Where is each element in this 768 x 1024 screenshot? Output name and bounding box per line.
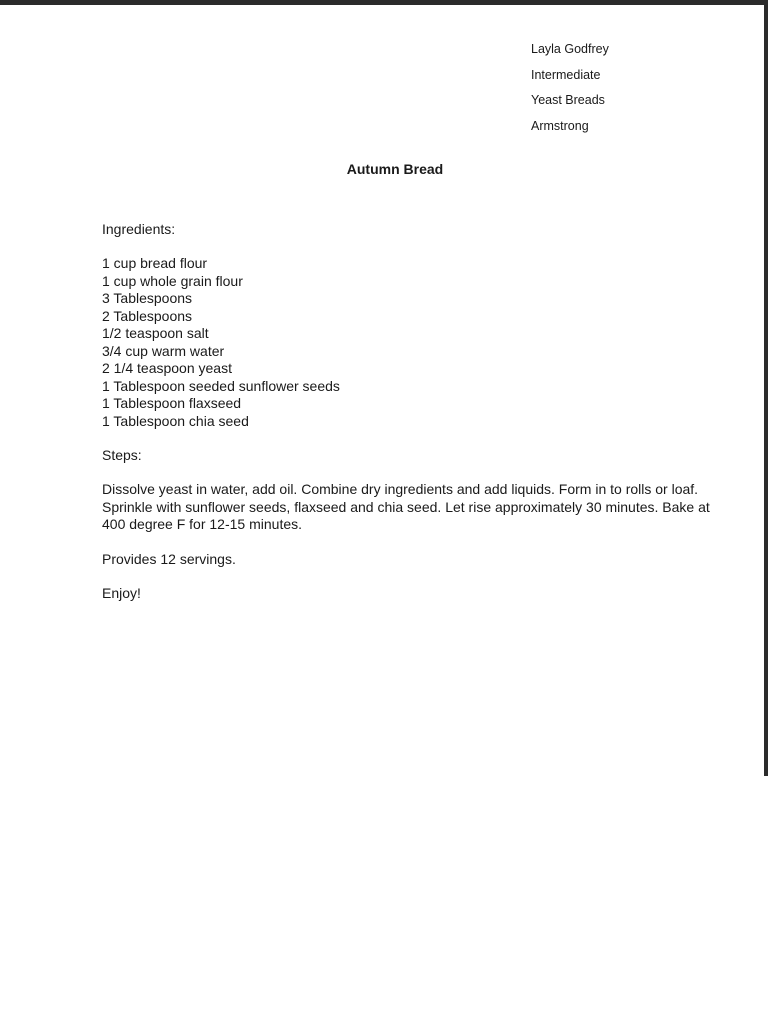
skill-level: Intermediate [531, 67, 601, 82]
ingredients-list [102, 255, 722, 430]
scan-top-edge [0, 0, 768, 5]
steps-paragraph: Dissolve yeast in water, add oil. Combine dry ingredients and add liquids. Form in to rolls or loaf. Sprinkle with sunflower seeds, flaxseed and chia seed. Let rise approximately 30 minutes. Bake at 400 degree F for 12-15 minutes. [102, 481, 710, 532]
ingredient-item: 1 Tablespoon flaxseed [102, 395, 242, 411]
ingredient-item: 3 Tablespoons [102, 290, 193, 306]
ingredient-item: 1 cup bread flour [102, 255, 208, 271]
author-name: Layla Godfrey [531, 42, 609, 56]
recipe-title: Autumn Bread [346, 161, 444, 177]
servings-note: Provides 12 servings. [102, 551, 236, 567]
ingredient-item: 1 Tablespoon seeded sunflower seeds [102, 377, 340, 394]
instructor-name: Armstrong [531, 118, 589, 133]
recipe-category: Yeast Breads [531, 93, 605, 107]
ingredient-item: 1 cup whole grain flour [102, 272, 243, 289]
ingredient-item: 2 1/4 teaspoon yeast [102, 360, 232, 376]
ingredient-item: 3/4 cup warm water [102, 342, 225, 359]
ingredient-item: 2 Tablespoons [102, 307, 193, 324]
ingredients-heading: Ingredients: [102, 221, 176, 237]
closing-note: Enjoy! [102, 585, 141, 601]
scan-right-edge [764, 0, 768, 776]
author-header [531, 37, 609, 139]
ingredient-item: 1/2 teaspoon salt [102, 325, 209, 341]
steps-heading: Steps: [102, 447, 142, 463]
ingredient-item: 1 Tablespoon chia seed [102, 412, 249, 429]
